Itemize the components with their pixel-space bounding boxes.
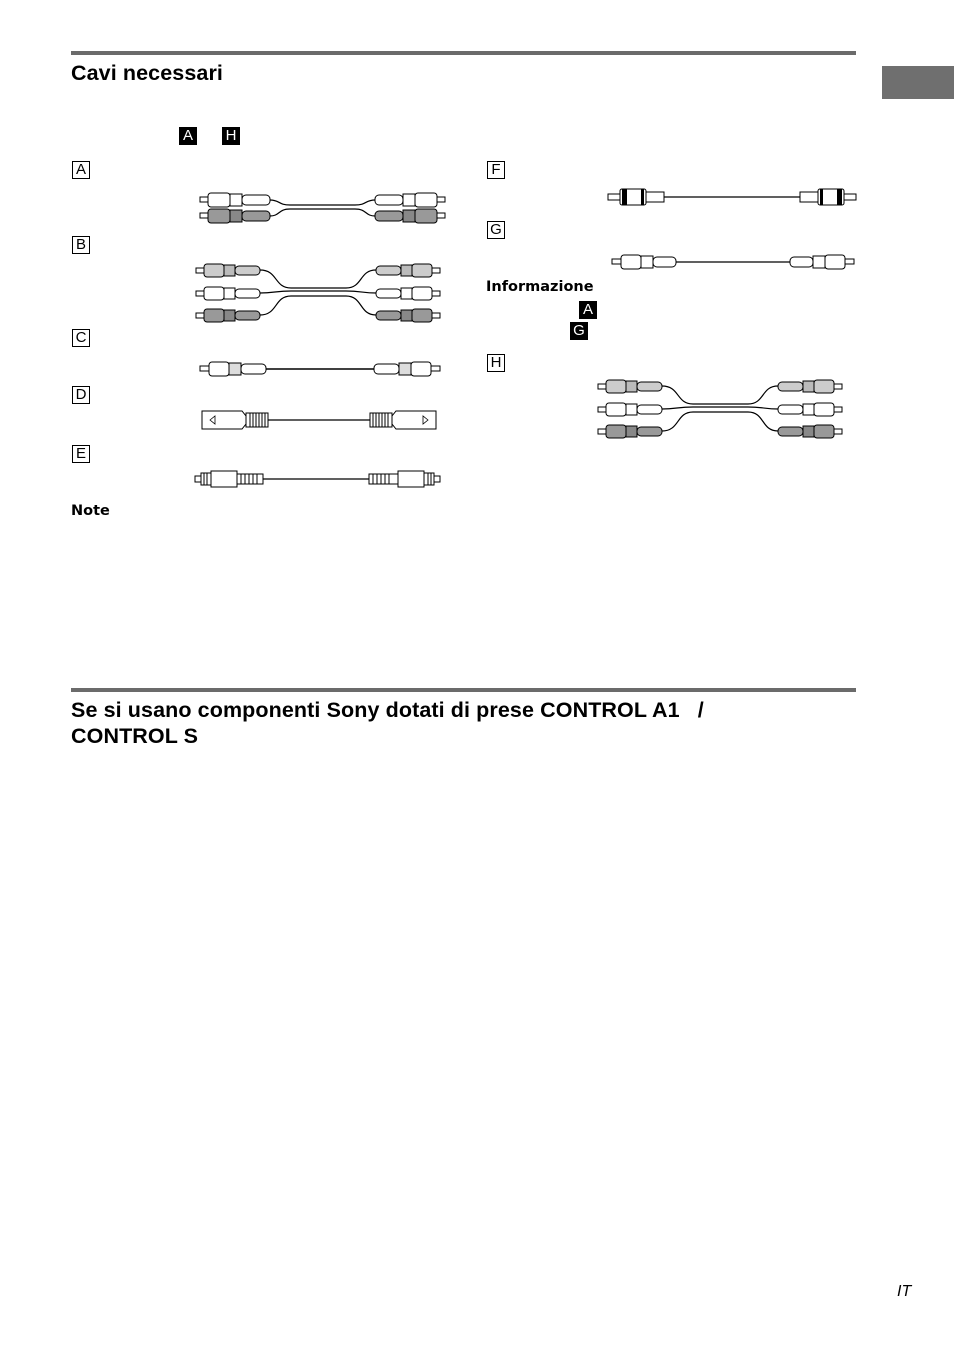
range-to-badge: H (222, 127, 240, 145)
cable-d-illustration (198, 408, 440, 432)
note-heading: Note (71, 503, 110, 519)
cable-e-illustration (195, 468, 440, 490)
cable-b-illustration (196, 260, 440, 328)
control-title-line2: CONTROL S (71, 724, 199, 748)
info-heading: Informazione (486, 279, 594, 295)
info-ref-a-badge: A (579, 301, 597, 319)
cable-g-illustration (612, 251, 854, 273)
section-rule-control (71, 688, 856, 692)
info-ref-g-badge: G (570, 322, 588, 340)
section-title-control (71, 697, 704, 749)
cable-label-h: H (487, 354, 505, 372)
cable-label-d: D (72, 386, 90, 404)
range-from-badge: A (179, 127, 197, 145)
cable-label-a: A (72, 161, 90, 179)
cable-label-g: G (487, 221, 505, 239)
cable-label-b: B (72, 236, 90, 254)
cable-h-illustration (598, 376, 842, 444)
cable-c-illustration (200, 358, 440, 380)
cable-label-e: E (72, 445, 90, 463)
cable-label-c: C (72, 329, 90, 347)
cable-f-illustration (608, 186, 856, 208)
section-title-cables: Cavi necessari (71, 61, 224, 85)
cable-a-illustration (200, 188, 445, 228)
control-title-line1: Se si usano componenti Sony dotati di prese CONTROL A1 (71, 698, 680, 722)
control-title-separator: / (697, 698, 704, 722)
cable-label-f: F (487, 161, 505, 179)
page-language-code: IT (897, 1283, 912, 1300)
section-side-tab (882, 66, 954, 99)
section-rule-top (71, 51, 856, 55)
